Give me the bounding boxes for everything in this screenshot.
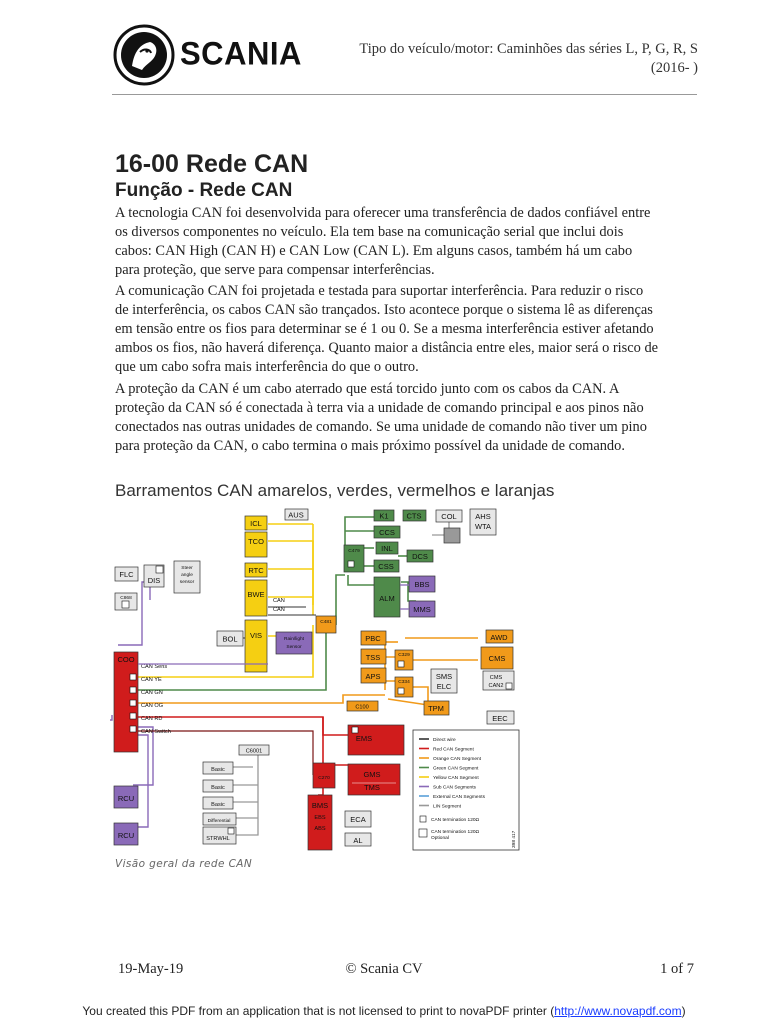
unit-rain-sensor	[276, 632, 312, 654]
unit-coo-label: COO	[117, 655, 135, 664]
unit-css-label: CSS	[378, 562, 394, 571]
wire-can-ye: CAN YE	[141, 677, 162, 683]
wire-can-switch: CAN Switch	[141, 729, 171, 735]
unit-cms-label: CMS	[488, 654, 506, 663]
diagram-legend	[413, 730, 519, 850]
termination-icon	[420, 816, 426, 822]
paragraph-1: A tecnologia CAN foi desenvolvida para oferecer uma transferência de dados confiável entre os diversos componentes no veículo. Ela tem base na comunicação serial que inclui dois cabos: CAN High (CAN H) e CAN Low (CAN L). Em alguns casos, também há um cabo para proteção, que serve para compensar interferências.	[115, 205, 651, 278]
page-title: 16-00 Rede CAN	[115, 150, 309, 178]
figure-caption: Visão geral da rede CAN	[115, 858, 253, 870]
unit-aus-label: AUS	[288, 510, 304, 520]
unit-col-label: COL	[441, 512, 457, 521]
can-network-diagram	[108, 505, 523, 853]
connector-c481-label: C481	[320, 620, 332, 625]
figure-id: 398 417	[512, 830, 517, 848]
legend-label: Sub CAN Segments	[433, 785, 476, 791]
brand-wordmark: SCANIA	[180, 35, 302, 72]
legend-label: Yellow CAN Segment	[433, 775, 479, 781]
unit-wta-label: WTA	[474, 522, 492, 531]
header-divider	[112, 94, 697, 95]
unit-abs-label: ABS	[314, 826, 326, 832]
termination-icon	[122, 601, 129, 608]
termination-icon	[398, 661, 404, 667]
vehicle-type-line1: Tipo do veículo/motor: Caminhões das séries L, P, G, R, S	[359, 41, 698, 57]
unit-dis-label: DIS	[147, 576, 161, 585]
unit-tss-label: TSS	[365, 653, 381, 662]
unit-pbc-label: PBC	[365, 634, 381, 643]
termination-icon	[352, 727, 358, 733]
unit-gms-label: GMS	[363, 770, 381, 779]
legend-termination-optional-1: CAN termination 120Ω	[431, 830, 480, 835]
unit-inl-label: INL	[381, 544, 393, 553]
legend-label: LIN Segment	[433, 804, 461, 810]
unit-cms2-label-2: CAN2	[488, 683, 504, 689]
scania-logo	[112, 22, 327, 92]
unit-basic-2-label: Basic	[211, 785, 225, 791]
unit-strwhl-label: STRWHL	[206, 836, 230, 842]
termination-icon	[398, 688, 404, 694]
connector-c6001-label: C6001	[245, 748, 263, 755]
lin-module	[444, 528, 460, 543]
unit-rtc-label: RTC	[248, 566, 264, 575]
unit-tpm-label: TPM	[428, 704, 444, 713]
unit-cms2-label-1: CMS	[489, 675, 503, 681]
termination-icon	[228, 828, 234, 834]
unit-k1-label: K1	[379, 511, 389, 521]
connector-c270-label: C270	[318, 776, 330, 781]
legend-termination: CAN termination 120Ω	[431, 818, 480, 823]
footer-copyright: © Scania CV	[345, 961, 423, 977]
legend-termination-optional-2: Optional	[431, 836, 449, 841]
rain-sensor-label-2: Sensor	[286, 645, 302, 650]
watermark-text-after: )	[681, 1004, 686, 1018]
unit-ems-label: EMS	[355, 734, 373, 743]
unit-elc-label: ELC	[436, 682, 452, 691]
unit-rcu-2-label: RCU	[117, 831, 135, 840]
unit-differential-label: Differential	[207, 819, 231, 824]
unit-awd-label: AWD	[490, 633, 508, 642]
unit-basic-1-label: Basic	[211, 767, 225, 773]
unit-vis-label: VIS	[249, 631, 263, 640]
unit-alm-label: ALM	[379, 594, 395, 603]
wire-can-sens: CAN Sens	[141, 664, 168, 670]
footer-page-number: 1 of 7	[660, 961, 694, 977]
termination-icon	[506, 683, 512, 689]
connector-c334-label: C334	[398, 680, 410, 685]
unit-bol-label: BOL	[222, 634, 238, 644]
legend-label: External CAN Segments	[433, 794, 485, 800]
steer-label-3: sensor	[179, 580, 195, 585]
unit-bbs-label: BBS	[414, 580, 430, 589]
paragraph-2: A comunicação CAN foi projetada e testada para suportar interferência. Para reduzir o risco de interferência, os cabos CAN são trançados. Isto acontece porque o sistema lê as diferenças em tensão entre os fios para determinar se é 1 ou 0. Se a mesma interferência estiver afetando ambos os fios, não haverá diferença. Quanto maior a distância entre eles, maior será o risco de que um cabo sofra mais interferência do que o outro.	[115, 283, 659, 375]
rain-sensor-label-1: Rain/light	[284, 637, 304, 642]
watermark-text-before: You created this PDF from an application that is not licensed to print to novaPDF printer (	[82, 1004, 555, 1018]
section-heading: Barramentos CAN amarelos, verdes, vermelhos e laranjas	[115, 481, 555, 500]
wire-can-2: CAN	[273, 607, 285, 613]
unit-basic-3-label: Basic	[211, 802, 225, 808]
novapdf-watermark	[0, 1004, 768, 1018]
unit-rcu-1-label: RCU	[117, 794, 135, 803]
unit-eec-label: EEC	[492, 714, 508, 723]
legend-label: Orange CAN Segment	[433, 756, 481, 762]
paragraph-3: A proteção da CAN é um cabo aterrado que está torcido junto com os cabos da CAN. A proteção da CAN só é conectada à terra via a unidade de comando principal e aos pinos não conectados nas outras unidades de comando. Se uma unidade de comando não tiver um pino para proteção da CAN, o cabo termina o mais próximo possível da unidade de comando.	[115, 381, 647, 454]
vehicle-type	[318, 40, 698, 78]
unit-ebs-label: EBS	[314, 815, 326, 821]
unit-al-label: AL	[353, 836, 363, 845]
page-subtitle: Função - Rede CAN	[115, 180, 293, 201]
unit-ahs-label: AHS	[475, 512, 491, 521]
unit-tms-label: TMS	[364, 783, 380, 792]
termination-icon	[348, 561, 354, 567]
unit-ccs-label: CCS	[379, 528, 395, 537]
connector-c868-label: C868	[120, 596, 132, 601]
novapdf-link[interactable]: http://www.novapdf.com	[554, 1004, 682, 1018]
legend-label: Red CAN Segment	[433, 747, 474, 753]
wire-can-1: CAN	[273, 598, 285, 604]
connector-c329-label: C329	[398, 653, 410, 658]
steer-label-2: angle	[181, 573, 193, 578]
unit-sms-label: SMS	[435, 672, 453, 681]
connector-c100-label: C100	[355, 704, 369, 711]
legend-label: Direct wire	[433, 737, 456, 743]
termination-icon	[156, 566, 163, 573]
unit-eca-label: ECA	[350, 815, 366, 824]
wire-can-og: CAN OG	[141, 703, 164, 709]
legend-label: Green CAN Segment	[433, 766, 479, 772]
vehicle-type-line2: (2016- )	[650, 60, 698, 76]
unit-bwe-label: BWE	[247, 590, 265, 599]
unit-cts-label: CTS	[406, 511, 422, 521]
connector-c479-label: C479	[348, 549, 360, 554]
unit-bms-label: BMS	[311, 801, 329, 810]
wire-can-gn: CAN GN	[141, 690, 163, 696]
unit-flc-label: FLC	[119, 570, 134, 579]
footer-date: 19-May-19	[118, 961, 184, 977]
wire-can-rd: CAN RD	[141, 716, 163, 722]
termination-optional-icon	[419, 829, 427, 837]
steer-label-1: Steer	[181, 566, 193, 571]
unit-icl-label: ICL	[250, 519, 262, 528]
unit-mms-label: MMS	[413, 605, 431, 614]
unit-aps-label: APS	[365, 672, 381, 681]
unit-tco-label: TCO	[248, 537, 264, 546]
griffin-emblem-icon	[112, 22, 176, 88]
unit-dcs-label: DCS	[412, 552, 428, 561]
